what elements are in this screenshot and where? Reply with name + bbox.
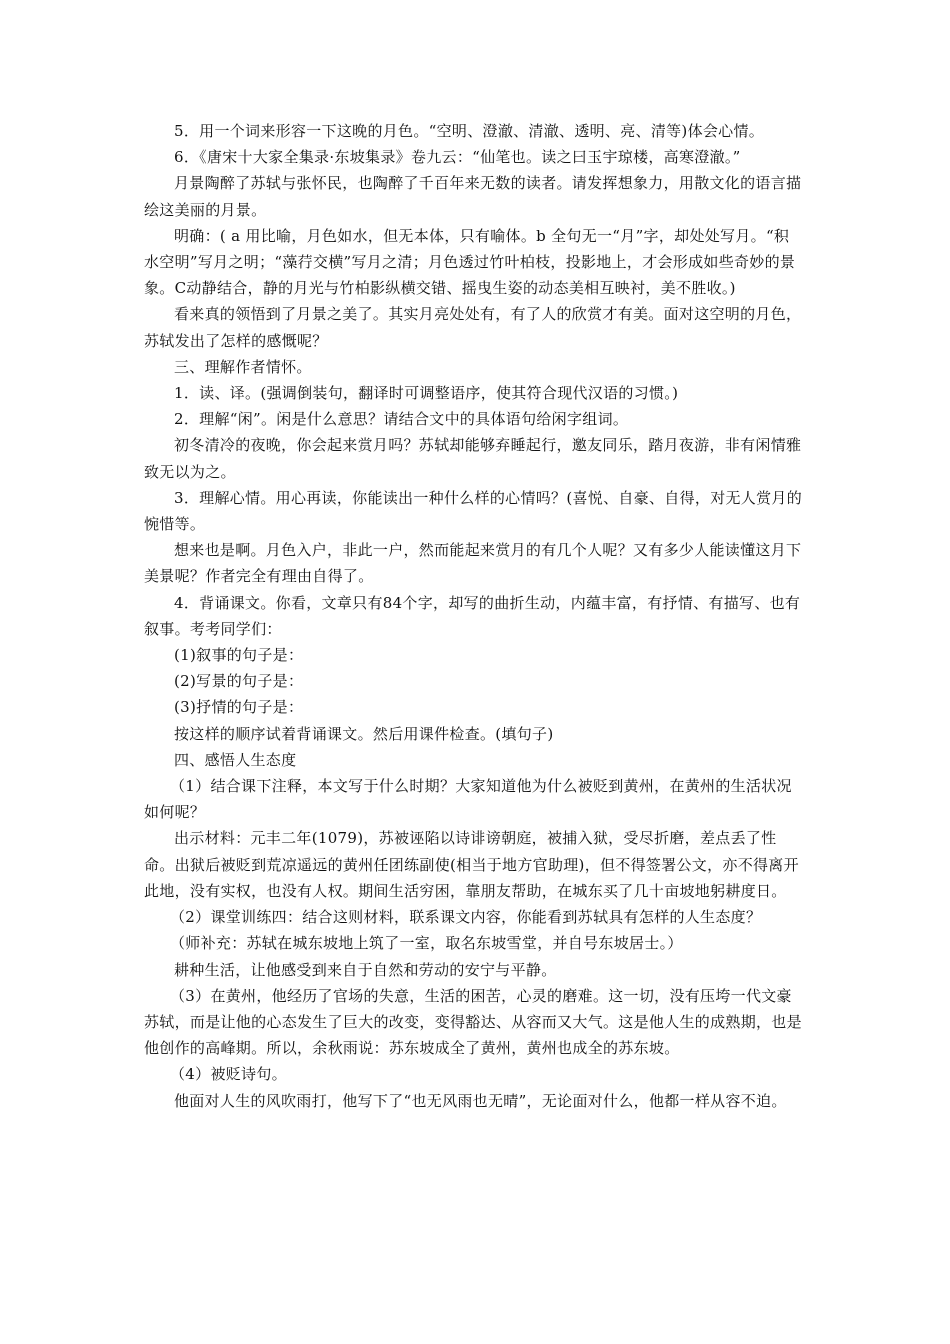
closing-paragraph: 他面对人生的风吹雨打，他写下了“也无风雨也无晴”，无论面对什么，他都一样从容不迫。: [174, 1091, 787, 1110]
winter-night-paragraph: 初冬清冷的夜晚，你会起来赏月吗？苏轼却能够弃睡起行，邀友同乐，踏月夜游，非有闲情雅致无以为之。: [144, 436, 802, 481]
moon-beauty-paragraph: 看来真的领悟到了月景之美了。其实月亮处处有，有了人的欣赏才有美。面对这空明的月色，苏轼发出了怎样的感慨呢？: [144, 305, 802, 350]
section-three-heading: 三、理解作者情怀。: [174, 357, 312, 376]
item-understand-leisure: 2．理解“闲”。闲是什么意思？请结合文中的具体语句给闲字组词。: [174, 410, 629, 429]
self-satisfied-paragraph: 想来也是啊。月色入户，非此一户，然而能起来赏月的有几个人呢？又有多少人能读懂这月下美景呢？作者完全有理由自得了。: [144, 541, 802, 586]
document-body: [144, 118, 804, 1114]
question-5: 5．用一个词来形容一下这晚的月色。“空明、澄澈、清澈、透明、亮、清等)体会心情。: [174, 122, 765, 140]
huangzhou-paragraph: （3）在黄州，他经历了官场的失意，生活的困苦，心灵的磨难。这一切，没有压垮一代文豪苏轼，而是让他的心态发生了巨大的改变，变得豁达、从容而又大气。这是他人生的成熟期，也是他创作的高峰期。所以，余秋雨说：苏东坡成全了黄州，黄州也成全的苏东坡。: [144, 986, 802, 1058]
item-annotation-question: （1）结合课下注释，本文写于什么时期？大家知道他为什么被贬到黄州，在黄州的生活状况如何呢？: [144, 777, 792, 822]
classroom-exercise-four: （2）课堂训练四：结合这则材料，联系课文内容，你能看到苏轼具有怎样的人生态度？: [170, 908, 762, 927]
teacher-supplement: （师补充：苏轼在城东坡地上筑了一室，取名东坡雪堂，并自号东坡居士。）: [170, 934, 683, 953]
moon-scene-prompt: 月景陶醉了苏轼与张怀民，也陶醉了千百年来无数的读者。请发挥想象力，用散文化的语言描绘这美丽的月景。: [144, 174, 802, 219]
material-paragraph: 出示材料：元丰二年(1079)，苏被诬陷以诗诽谤朝庭，被捕入狱，受尽折磨，差点丢了性命。出狱后被贬到荒凉遥远的黄州任团练副使(相当于地方官助理)，但不得签署公文，亦不得离开此地，没有实权，也没有人权。期间生活穷困，靠朋友帮助，在城东买了几十亩坡地躬耕度日。: [144, 829, 799, 900]
recite-order-paragraph: 按这样的顺序试着背诵课文。然后用课件检查。(填句子): [174, 724, 554, 743]
clarification-paragraph: 明确：( a 用比喻，月色如水，但无本体，只有喻体。b 全句无一“月”字，却处处写月。“积水空明”写月之明；“藻荇交横”写月之清；月色透过竹叶柏枝，投影地上，才会形成如些奇妙的景象。C动静结合，静的月光与竹柏影纵横交错、摇曳生姿的动态美相互映衬，美不胜收。): [144, 226, 796, 298]
item-read-translate: 1．读、译。(强调倒装句，翻译时可调整语序，使其符合现代汉语的习惯。): [174, 384, 679, 403]
lyric-sentence-blank: (3)抒情的句子是：: [174, 698, 304, 717]
item-understand-mood: 3．理解心情。用心再读，你能读出一种什么样的心情吗？(喜悦、自豪、自得，对无人赏月的惋惜等。: [144, 488, 802, 534]
narrative-sentence-blank: (1)叙事的句子是：: [174, 646, 304, 665]
question-6: 6．《唐宋十大家全集录·东坡集录》卷九云：“仙笔也。读之曰玉宇琼楼，高寒澄澈。”: [174, 148, 741, 167]
exile-poems-heading: （4）被贬诗句。: [170, 1065, 287, 1084]
item-recite: 4．背诵课文。你看，文章只有84个字，却写的曲折生动，内蕴丰富，有抒情、有描写、也有叙事。考考同学们：: [144, 593, 801, 638]
scenery-sentence-blank: (2)写景的句子是：: [174, 672, 304, 691]
section-four-heading: 四、感悟人生态度: [174, 750, 297, 769]
farming-life-paragraph: 耕种生活，让他感受到来自于自然和劳动的安宁与平静。: [174, 960, 557, 979]
